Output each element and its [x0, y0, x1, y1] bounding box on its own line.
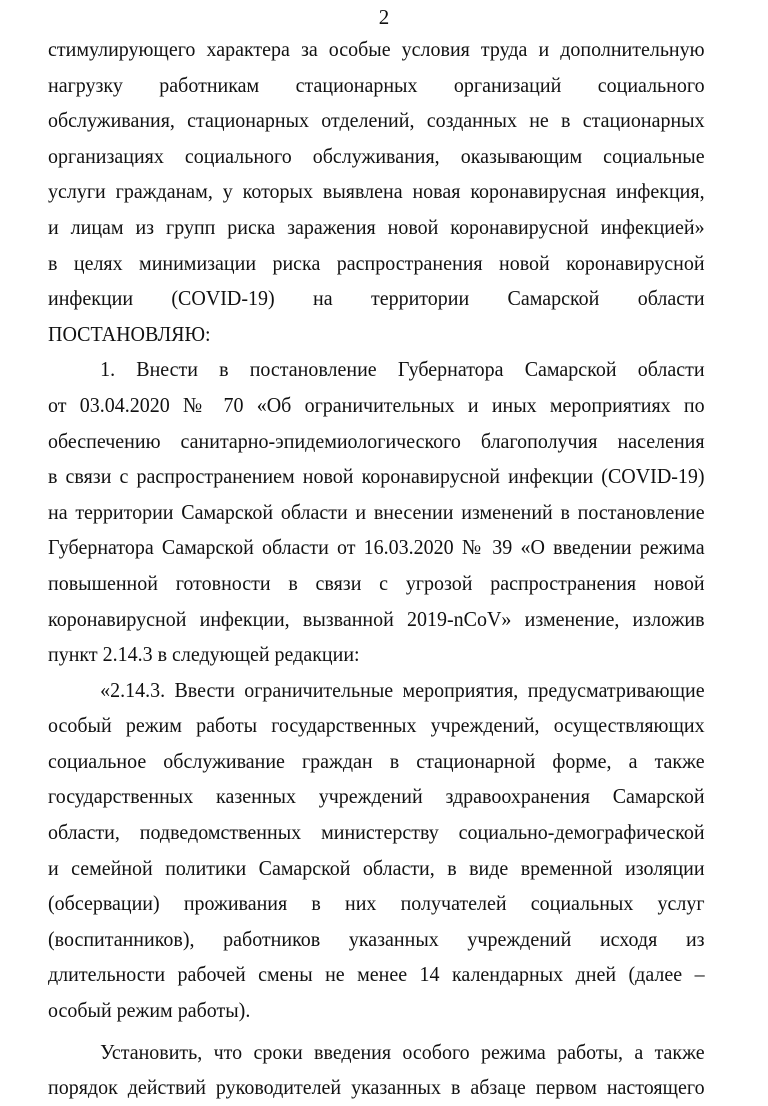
- text-line: услуги гражданам, у которых выявлена новая коронавирусная инфекция,: [48, 179, 705, 204]
- text-line: стимулирующего характера за особые условия труда и дополнительную: [48, 37, 705, 61]
- text-line: обслуживания, стационарных отделений, созданных не в стационарных: [48, 108, 705, 133]
- paragraph-preamble: [48, 32, 705, 352]
- text-line: организациях социального обслуживания, оказывающим социальные: [48, 143, 705, 168]
- text-line: и лицам из групп риска заражения новой коронавирусной инфекцией»: [48, 214, 705, 239]
- text-line: государственных казенных учреждений здравоохранения Самарской: [48, 784, 705, 809]
- text-line: (воспитанников), работников указанных учреждений исходя из: [48, 926, 705, 951]
- text-line: от 03.04.2020 № 70 «Об ограничительных и иных мероприятиях по: [48, 392, 705, 417]
- text-line: особый режим работы).: [48, 998, 251, 1023]
- text-line: Губернатора Самарской области от 16.03.2020 № 39 «О введении режима: [48, 535, 705, 560]
- page-number: 2: [378, 5, 390, 29]
- text-line: порядок действий руководителей указанных в абзаце первом настоящего: [48, 1075, 705, 1100]
- text-line: коронавирусной инфекции, вызванной 2019-nCoV» изменение, изложив: [48, 606, 705, 631]
- text-line: в целях минимизации риска распространения новой коронавирусной: [48, 250, 705, 275]
- paragraph-clause-2-14-3: [48, 673, 705, 1029]
- document-body: [48, 32, 705, 1106]
- text-line: и семейной политики Самарской области, в виде временной изоляции: [48, 855, 705, 880]
- paragraph-item-1: [48, 352, 705, 672]
- text-line: области, подведомственных министерству социально-демографической: [48, 820, 705, 845]
- text-line: «2.14.3. Ввести ограничительные мероприятия, предусматривающие: [100, 677, 705, 702]
- text-line: повышенной готовности в связи с угрозой распространения новой: [48, 570, 705, 595]
- text-line: (обсервации) проживания в них получателей социальных услуг: [48, 891, 705, 916]
- text-line: Установить, что сроки введения особого режима работы, а также: [100, 1039, 705, 1064]
- paragraph-establish: [48, 1035, 705, 1106]
- text-line: длительности рабочей смены не менее 14 календарных дней (далее –: [48, 962, 705, 987]
- text-line: инфекции (COVID-19) на территории Самарской области: [48, 286, 705, 311]
- text-line: социальное обслуживание граждан в стационарной форме, а также: [48, 748, 705, 773]
- text-line: в связи с распространением новой коронавирусной инфекции (COVID-19): [48, 464, 705, 489]
- text-line: нагрузку работникам стационарных организаций социального: [48, 72, 705, 97]
- text-line: обеспечению санитарно-эпидемиологического благополучия населения: [48, 428, 705, 453]
- text-line: особый режим работы государственных учреждений, осуществляющих: [48, 713, 705, 738]
- resolution-heading: ПОСТАНОВЛЯЮ:: [48, 321, 211, 346]
- text-line: 1. Внести в постановление Губернатора Самарской области: [100, 357, 705, 382]
- text-line: на территории Самарской области и внесении изменений в постановление: [48, 499, 705, 524]
- text-line: пункт 2.14.3 в следующей редакции:: [48, 642, 360, 667]
